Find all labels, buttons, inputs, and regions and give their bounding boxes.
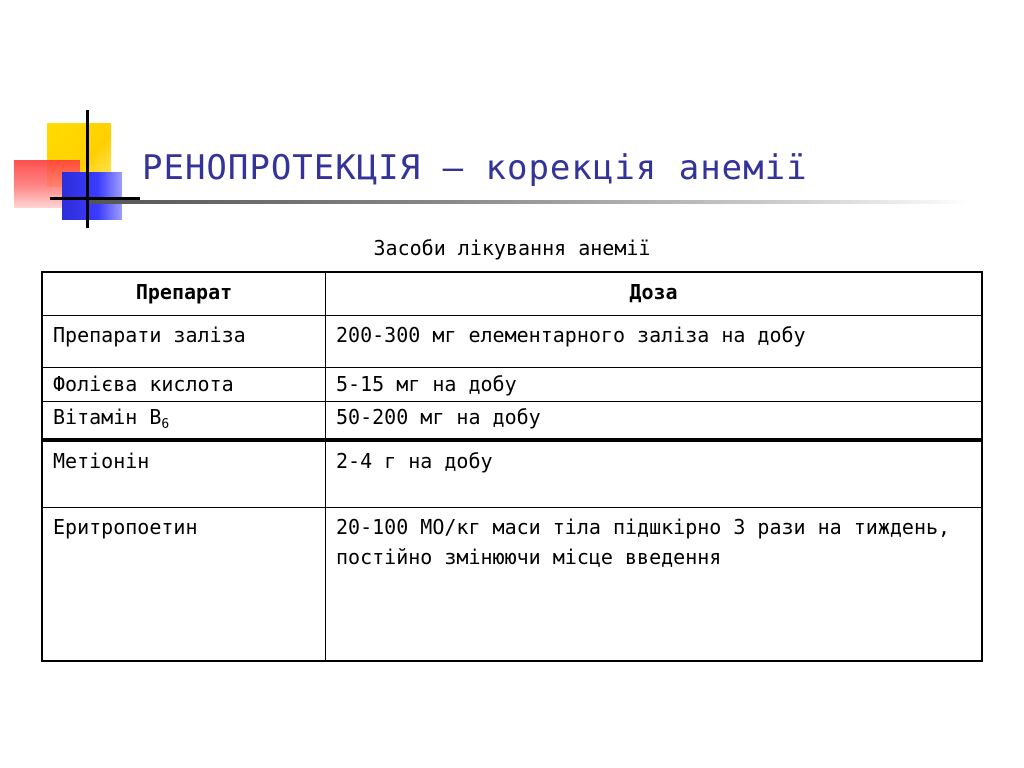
table-caption: Засоби лікування анемії <box>373 236 651 260</box>
header-drug: Препарат <box>42 272 326 315</box>
dose-cell: 2-4 г на добу <box>326 440 983 508</box>
header-dose: Доза <box>326 272 983 315</box>
drug-cell: Фолієва кислота <box>42 367 326 401</box>
table-row <box>42 508 982 661</box>
drug-cell: Еритропоетин <box>42 508 326 661</box>
table-row <box>42 401 982 440</box>
slide-logo-decoration <box>0 0 160 240</box>
table-row <box>42 315 982 367</box>
logo-vertical-line <box>86 110 89 228</box>
treatment-table <box>41 271 983 662</box>
dose-cell: 200-300 мг елементарного заліза на добу <box>326 315 983 367</box>
dose-cell: 50-200 мг на добу <box>326 401 983 440</box>
drug-subscript: 6 <box>161 416 170 432</box>
drug-cell: Препарати заліза <box>42 315 326 367</box>
drug-name: Вітамін В <box>53 404 162 429</box>
slide-title: РЕНОПРОТЕКЦІЯ – корекція анемії <box>142 148 808 188</box>
title-underline <box>90 200 970 204</box>
drug-cell <box>42 401 326 440</box>
dose-cell: 5-15 мг на добу <box>326 367 983 401</box>
table-row <box>42 440 982 508</box>
logo-blue-square <box>62 172 122 220</box>
table-row <box>42 367 982 401</box>
table-header-row <box>42 272 982 315</box>
dose-cell: 20-100 МО/кг маси тіла підшкірно 3 рази на тиждень, постійно змінюючи місце введення <box>326 508 983 661</box>
drug-cell: Метіонін <box>42 440 326 508</box>
